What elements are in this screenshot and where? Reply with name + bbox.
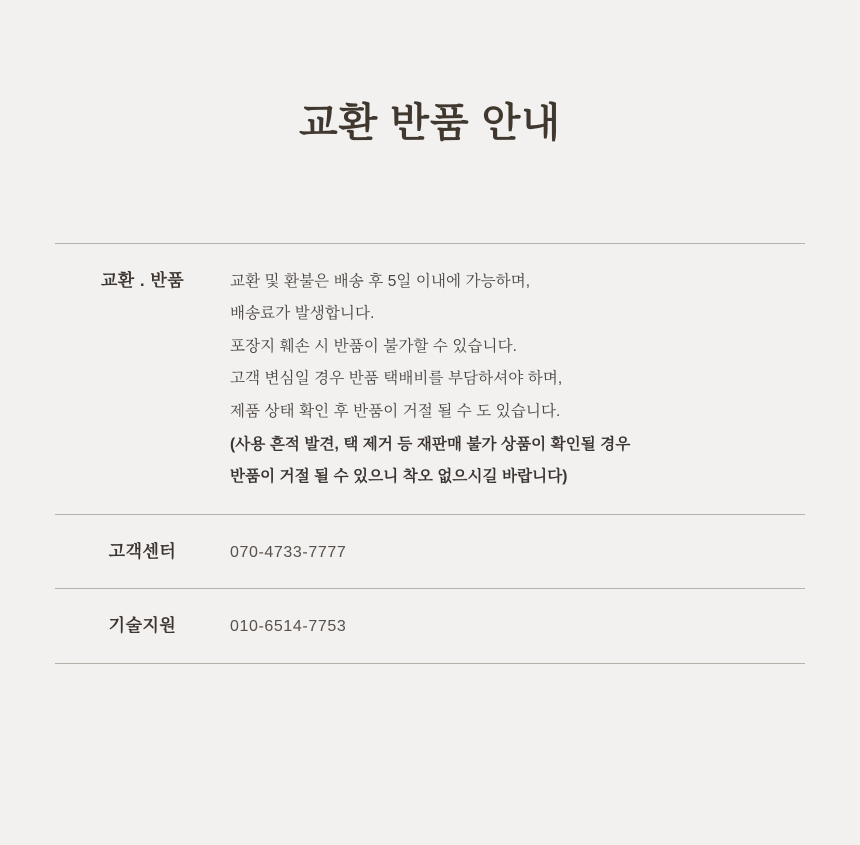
policy-line-emphasis: 반품이 거절 될 수 있으니 착오 없으시길 바랍니다) [230,468,568,486]
row-label-technical-support: 기술지원 [108,616,177,636]
policy-line: 교환 및 환불은 배송 후 5일 이내에 가능하며, [230,272,531,290]
row-label-customer-center: 고객센터 [108,541,177,561]
table-row-exchange-return [55,243,805,514]
policy-line: 배송료가 발생합니다. [230,305,375,323]
policy-line: 포장지 훼손 시 반품이 불가할 수 있습니다. [230,337,518,355]
row-label-exchange-return: 교환 . 반품 [100,270,185,290]
policy-line: 고객 변심일 경우 반품 택배비를 부담하셔야 하며, [230,370,563,388]
policy-line: 제품 상태 확인 후 반품이 거절 될 수 도 있습니다. [230,402,561,420]
info-table [55,243,805,664]
policy-line-emphasis: (사용 흔적 발견, 택 제거 등 재판매 불가 상품이 확인될 경우 [230,435,631,453]
technical-support-phone: 010-6514-7753 [230,618,347,636]
exchange-return-guide-page [0,27,860,845]
table-row-technical-support [55,588,805,664]
customer-center-phone: 070-4733-7777 [230,543,347,561]
row-content-exchange-return [230,266,805,494]
page-title: 교환 반품 안내 [298,100,562,145]
table-row-customer-center [55,514,805,589]
